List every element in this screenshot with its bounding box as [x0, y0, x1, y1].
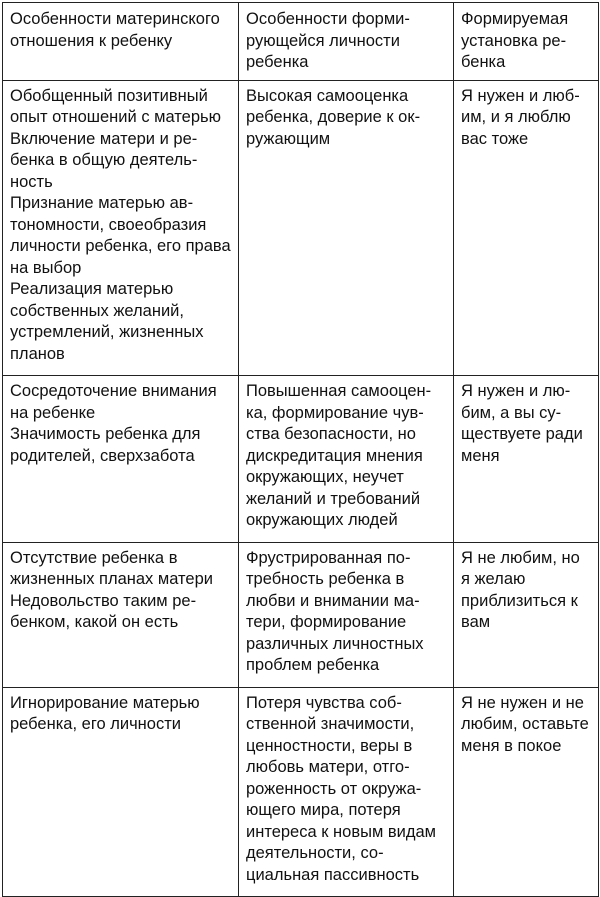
- cell-child-personality: Повышенная самооценка, формирование чувства безопасности, но дискредитация мнения окружающих, неучет желаний и требований окружающих людей: [239, 376, 454, 543]
- relationship-table: [2, 2, 599, 897]
- header-mother-attitude: Особенности материнского отношения к ребенку: [3, 3, 239, 81]
- table-row: [3, 376, 599, 543]
- cell-child-attitude: Я нужен и любим, а вы существуете ради меня: [454, 376, 599, 543]
- cell-mother-attitude: Игнорирование матерью ребенка, его личности: [3, 687, 239, 897]
- cell-child-personality: Фрустрированная потребность ребенка в любви и внимании матери, формирование различных личностных проблем ребенка: [239, 542, 454, 687]
- cell-child-attitude: Я не нужен и не любим, оставьте меня в покое: [454, 687, 599, 897]
- table-row: [3, 542, 599, 687]
- cell-mother-attitude: Отсутствие ребенка в жизненных планах матери Недовольство таким ребенком, какой он есть: [3, 542, 239, 687]
- header-child-personality: Особенности формирующейся личности ребенка: [239, 3, 454, 81]
- cell-child-personality: Высокая самооценка ребенка, доверие к окружающим: [239, 80, 454, 376]
- header-child-attitude: Формируемая установка ребенка: [454, 3, 599, 81]
- cell-mother-attitude: Обобщенный позитивный опыт отношений с матерью Включение матери и ребенка в общую деятельность Признание матерью автономности, своеобразия личности ребенка, его права на выбор Реализация матерью собственных желаний, устремлений, жизненных планов: [3, 80, 239, 376]
- cell-child-personality: Потеря чувства собственной значимости, ценностности, веры в любовь матери, отгороженность от окружающего мира, потеря интереса к новым видам деятельности, социальная пассивность: [239, 687, 454, 897]
- table-row: [3, 80, 599, 376]
- table-header-row: [3, 3, 599, 81]
- cell-child-attitude: Я нужен и любим, и я люблю вас тоже: [454, 80, 599, 376]
- cell-mother-attitude: Сосредоточение внимания на ребенке Значимость ребенка для родителей, сверхзабота: [3, 376, 239, 543]
- cell-child-attitude: Я не любим, но я желаю приблизиться к вам: [454, 542, 599, 687]
- table-row: [3, 687, 599, 897]
